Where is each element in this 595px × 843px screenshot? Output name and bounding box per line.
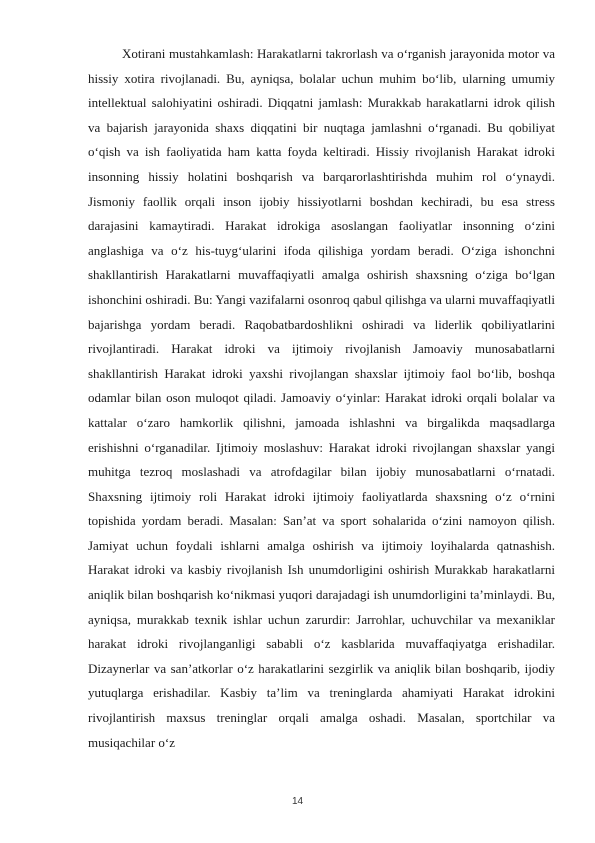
body-paragraph: Xotirani mustahkamlash: Harakatlarni takrorlash va o‘rganish jarayonida motor va hissiy xotira rivojlanadi. Bu, ayniqsa, bolalar uchun muhim bo‘lib, ularning umumiy intellektual salohiyatini oshiradi. Diqqatni jamlash: Murakkab harakatlarni idrok qilish va bajarish jarayonida shaxs diqqatini bir nuqtaga jamlashni o‘rganadi. Bu qobiliyat o‘qish va ish faoliyatida ham katta foyda keltiradi. Hissiy rivojlanish Harakat idroki insonning hissiy holatini boshqarish va barqarorlashtirishda muhim rol o‘ynaydi. Jismoniy faollik orqali inson ijobiy hissiyotlarni boshdan kechiradi, bu esa stress darajasini kamaytiradi. Harakat idrokiga asoslangan faoliyatlar insonning o‘zini anglashiga va o‘z his-tuyg‘ularini ifoda qilishiga yordam beradi. O‘ziga ishonchni shakllantirish Harakatlarni muvaffaqiyatli amalga oshirish shaxsning o‘ziga bo‘lgan ishonchini oshiradi. Bu: Yangi vazifalarni osonroq qabul qilishga va ularni muvaffaqiyatli bajarishga yordam beradi. Raqobatbardoshlikni oshiradi va liderlik qobiliyatlarini rivojlantiradi. Harakat idroki va ijtimoiy rivojlanish Jamoaviy munosabatlarni shakllantirish Harakat idroki yaxshi rivojlangan shaxslar ijtimoiy faol bo‘lib, boshqa odamlar bilan oson muloqot qiladi. Jamoaviy o‘yinlar: Harakat idroki orqali bolalar va kattalar o‘zaro hamkorlik qilishni, jamoada ishlashni va birgalikda maqsadlarga erishishni o‘rganadilar. Ijtimoiy moslashuv: Harakat idroki rivojlangan shaxslar yangi muhitga tezroq moslashadi va atrofdagilar bilan ijobiy munosabatlarni o‘rnatadi. Shaxsning ijtimoiy roli Harakat idroki ijtimoiy faoliyatlarda shaxsning o‘z o‘rnini topishida yordam beradi. Masalan: San’at va sport sohalarida o‘zini namoyon qilish. Jamiyat uchun foydali ishlarni amalga oshirish va ijtimoiy loyihalarda qatnashish. Harakat idroki va kasbiy rivojlanish Ish unumdorligini oshirish Murakkab harakatlarni aniqlik bilan boshqarish ko‘nikmasi yuqori darajadagi ish unumdorligini ta’minlaydi. Bu, ayniqsa, murakkab texnik ishlar uchun zarurdir: Jarrohlar, uchuvchilar va mexaniklar harakat idroki rivojlanganligi sababli o‘z kasblarida muvaffaqiyatga erishadilar. Dizaynerlar va san’atkorlar o‘z harakatlarini sezgirlik va aniqlik bilan boshqarib, ijodiy yutuqlarga erishadilar. Kasbiy ta’lim va treninglarda ahamiyati Harakat idrokini rivojlantirish maxsus treninglar orqali amalga oshadi. Masalan, sportchilar va musiqachilar o‘z (88, 46, 555, 750)
document-page (88, 42, 555, 755)
page-number: 14 (291, 796, 304, 807)
